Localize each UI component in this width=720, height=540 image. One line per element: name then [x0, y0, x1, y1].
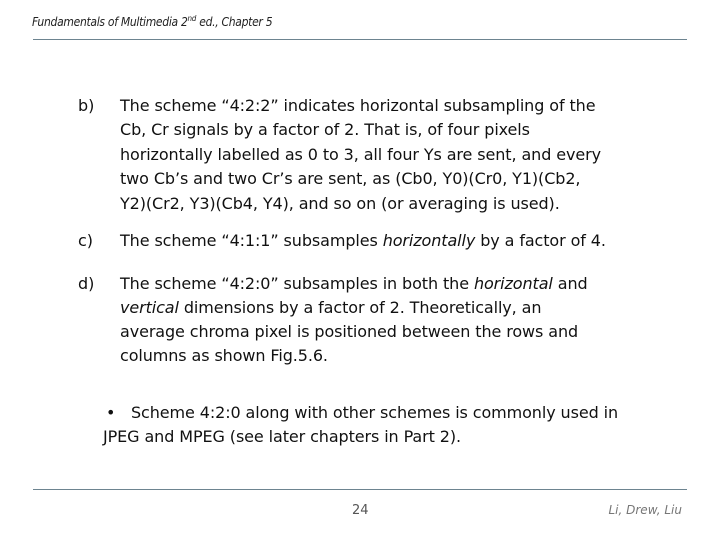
header-title: [32, 14, 272, 29]
text: and: [552, 274, 588, 293]
item-b-line: Y2)(Cr2, Y3)(Cb4, Y4), and so on (or averaging is used).: [120, 194, 560, 213]
text: by a factor of 4.: [475, 231, 606, 250]
header-title-text: Fundamentals of Multimedia 2: [32, 15, 188, 29]
item-d-line: average chroma pixel is positioned between the rows and: [120, 322, 579, 341]
item-c-line: [120, 231, 606, 250]
text: The scheme “4:1:1” subsamples: [120, 231, 383, 250]
header-title-suffix: ed., Chapter 5: [196, 15, 273, 29]
emphasis: horizontally: [382, 231, 476, 250]
footer-divider: [33, 489, 687, 490]
item-label: d): [78, 274, 95, 293]
emphasis: horizontal: [473, 274, 553, 293]
item-d-line: [120, 298, 541, 317]
bullet-line: Scheme 4:2:0 along with other schemes is commonly used in: [131, 403, 618, 422]
item-b-line: horizontally labelled as 0 to 3, all four Ys are sent, and every: [120, 145, 601, 164]
bullet-icon: •: [106, 403, 116, 422]
footer-authors: Li, Drew, Liu: [608, 503, 682, 517]
header-title-sup: nd: [187, 14, 197, 23]
header-divider: [33, 39, 687, 40]
item-d-line: columns as shown Fig.5.6.: [120, 346, 328, 365]
emphasis: vertical: [120, 298, 179, 317]
text: dimensions by a factor of 2. Theoretically, an: [178, 298, 542, 317]
item-b-line: two Cb’s and two Cr’s are sent, as (Cb0, Y0)(Cr0, Y1)(Cb2,: [120, 169, 581, 188]
item-b-line: Cb, Cr signals by a factor of 2. That is, of four pixels: [120, 120, 530, 139]
bullet-line: JPEG and MPEG (see later chapters in Part 2).: [103, 427, 461, 446]
item-label: c): [78, 231, 94, 250]
item-b-line: The scheme “4:2:2” indicates horizontal subsampling of the: [120, 96, 596, 115]
page-number: 24: [352, 503, 369, 518]
item-d-line: [120, 274, 588, 293]
text: The scheme “4:2:0” subsamples in both the: [120, 274, 474, 293]
item-label: b): [78, 96, 95, 115]
